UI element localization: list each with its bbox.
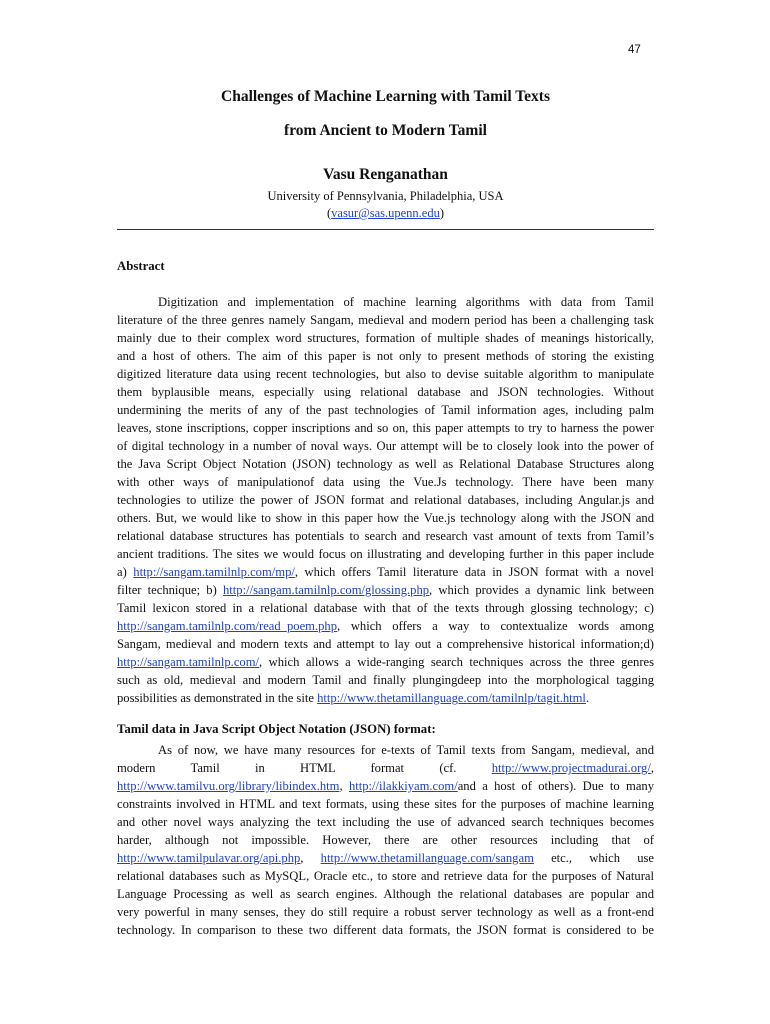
- section-line: and other novel ways analyzing the text including the use of advanced search techniques becomes: [117, 815, 654, 829]
- abstract-line: literature of the three genres namely Sangam, medieval and modern period has been a challenging task: [117, 313, 654, 327]
- abstract-line: mainly due to their complex word structures, formation of multiple shades of meanings historically,: [117, 331, 654, 345]
- paper-title-line-1: Challenges of Machine Learning with Tamil Texts: [221, 88, 550, 105]
- abstract-line: of digital technology in a number of noval ways. Our attempt will be to closely look into the power of: [117, 439, 654, 453]
- text-span: modern: [117, 761, 156, 775]
- abstract-line: leaves, stone inscriptions, copper inscriptions and so on, this paper attempts to try to harness the power: [117, 421, 654, 435]
- abstract-line: [117, 689, 654, 707]
- section-line: technology. In comparison to these two different data formats, the JSON format is considered to be: [117, 923, 654, 937]
- text-span: possibilities as demonstrated in the site: [117, 691, 318, 705]
- link-sangam-mp[interactable]: http://sangam.tamilnlp.com/mp/: [133, 565, 295, 579]
- text-span: ,: [339, 779, 349, 793]
- abstract-line: Sangam, medieval and modern texts and attempt to lay out a comprehensive historical information;d): [117, 637, 654, 651]
- section-line: relational databases such as MySQL, Oracle etc., to store and retrieve data for the purposes of Natural: [117, 869, 654, 883]
- link-tamilpulavar[interactable]: http://www.tamilpulavar.org/api.php: [117, 851, 301, 865]
- text-span: Tamil: [190, 761, 220, 775]
- section-line: [117, 759, 654, 777]
- abstract-line: them byplausible means, especially using relational database and JSON technologies. Without: [117, 385, 654, 399]
- text-span: in: [254, 761, 265, 775]
- text-span: (cf.: [439, 761, 457, 775]
- text-span: .: [585, 691, 590, 705]
- text-span: [492, 761, 654, 775]
- link-sangam-read-poem[interactable]: http://sangam.tamilnlp.com/read_poem.php: [117, 619, 337, 633]
- link-ilakkiyam[interactable]: http://ilakkiyam.com/: [348, 779, 458, 793]
- author-email-link[interactable]: vasur@sas.upenn.edu: [331, 206, 440, 220]
- author-email-line: [117, 206, 654, 221]
- section-heading: Tamil data in Java Script Object Notation (JSON) format:: [117, 722, 436, 736]
- abstract-line: [117, 653, 654, 671]
- abstract-line: the Java Script Object Notation (JSON) technology as well as Relational Database Structures along: [117, 457, 654, 471]
- abstract-line: undermining the merits of any of the past technologies of Tamil information ages, including palm: [117, 403, 654, 417]
- abstract-line: others. But, we would like to show in this paper how the Vue.js technology along with the JSON and: [117, 511, 654, 525]
- abstract-line: [117, 563, 654, 581]
- text-span: , which offers Tamil literature data in JSON format with a novel: [294, 565, 654, 579]
- abstract-line: Digitization and implementation of machine learning algorithms with data from Tamil: [158, 295, 654, 309]
- abstract-line: and a host of others. The aim of this paper is not only to present methods of storing the existing: [117, 349, 654, 363]
- abstract-line: Tamil lexicon stored in a relational database with that of the texts through glossing technology; c): [117, 601, 654, 615]
- text-span: and a host of others). Due to many: [457, 779, 654, 793]
- abstract-line: such as old, medieval and modern Tamil and finally plungingdeep into the morphological tagging: [117, 673, 654, 687]
- text-span: format: [370, 761, 405, 775]
- text-span: filter technique; b): [117, 583, 223, 597]
- author-name: Vasu Renganathan: [323, 166, 448, 183]
- text-span: a): [117, 565, 134, 579]
- section-line: harder, although not impossible. However, there are other resources including that of: [117, 833, 654, 847]
- text-span: ,: [300, 851, 321, 865]
- abstract-line: technologies to utilize the power of JSON format and relational databases, including Angular.js and: [117, 493, 654, 507]
- section-line: very powerful in many senses, they do still require a robust server technology as well as a front-end: [117, 905, 654, 919]
- link-projectmadurai[interactable]: http://www.projectmadurai.org/: [491, 761, 651, 775]
- text-span: , which allows a wide-ranging search techniques across the three genres: [259, 655, 654, 669]
- paper-title-line-2: from Ancient to Modern Tamil: [284, 122, 487, 139]
- abstract-line: with other ways of manipulationof data using the Vue.Js technology. There have been many: [117, 475, 654, 489]
- link-thetamillanguage-sangam[interactable]: http://www.thetamillanguage.com/sangam: [320, 851, 534, 865]
- page-number: 47: [628, 44, 641, 56]
- link-sangam-glossing[interactable]: http://sangam.tamilnlp.com/glossing.php: [223, 583, 430, 597]
- section-line: [117, 849, 654, 867]
- abstract-line: [117, 617, 654, 635]
- text-span: HTML: [300, 761, 336, 775]
- section-line: constraints involved in HTML and text formats, using these sites for the purposes of machine learning: [117, 797, 654, 811]
- section-line: As of now, we have many resources for e-texts of Tamil texts from Sangam, medieval, and: [158, 743, 654, 757]
- abstract-line: [117, 581, 654, 599]
- email-open-paren: (: [326, 206, 332, 220]
- link-tagit[interactable]: http://www.thetamillanguage.com/tamilnlp/tagit.html: [317, 691, 586, 705]
- link-tamilvu[interactable]: http://www.tamilvu.org/library/libindex.htm: [117, 779, 340, 793]
- author-affiliation: University of Pennsylvania, Philadelphia, USA: [267, 189, 504, 203]
- section-line: [117, 777, 654, 795]
- text-span: , which offers a way to contextualize words among: [337, 619, 654, 633]
- text-span: , which provides a dynamic link between: [429, 583, 654, 597]
- abstract-line: digitized literature data using recent technologies, but also to devise suitable algorithm to manipulate: [117, 367, 654, 381]
- text-span: ,: [650, 761, 654, 775]
- section-line: Language Processing as well as search engines. Although the relational databases are popular and: [117, 887, 654, 901]
- abstract-heading: Abstract: [117, 259, 165, 273]
- email-close-paren: ): [439, 206, 445, 220]
- link-sangam-home[interactable]: http://sangam.tamilnlp.com/: [117, 655, 260, 669]
- text-span: etc., which use: [533, 851, 654, 865]
- header-divider: [117, 229, 654, 230]
- abstract-line: ancient traditions. The sites we would focus on illustrating and developing further in this paper include: [117, 547, 654, 561]
- abstract-line: relational database structures has potentials to search and research vast amount of texts from Tamil’s: [117, 529, 654, 543]
